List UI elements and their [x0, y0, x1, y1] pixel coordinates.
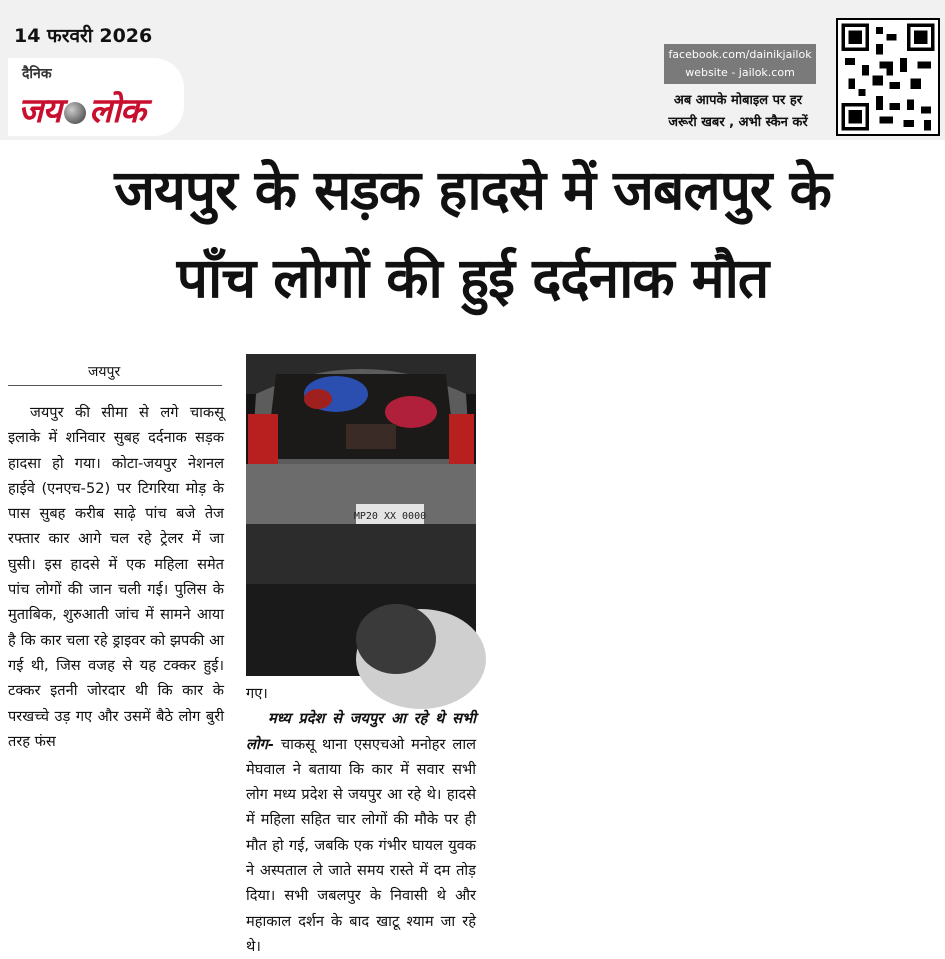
- column-1: [8, 400, 224, 754]
- logo-tagline: दैनिक: [22, 66, 52, 82]
- subheading-1: मध्य प्रदेश से जयपुर आ रहे थे सभी लोग-: [246, 710, 476, 753]
- newspaper-logo: [18, 86, 145, 132]
- headline-line-2: पाँच लोगों की हुई दर्दनाक मौत: [176, 246, 769, 310]
- paragraph-1: जयपुर की सीमा से लगे चाकसू इलाके में शनिवार सुबह दर्दनाक सड़क हादसा हो गया। कोटा-जयपुर नेशनल हाईवे (एनएच-52) पर टिगरिया मोड़ के पास सुबह करीब साढ़े पांच बजे तेज रफ्तार कार आगे चल रहे ट्रेलर में जा घुसी। इस हादसे में एक महिला समेत पांच लोगों की जान चली गई। पुलिस के मुताबिक, शुरुआती जांच में सामने आया है कि कार चला रहे ड्राइवर को झपकी आ गई थी, जिस वजह से यह टक्कर हुई। टक्कर इतनी जोरदार थी कि कार के परखच्चे उड़ गए और उसमें बैठे लोग बुरी तरह फंस: [8, 404, 224, 750]
- qr-code-icon[interactable]: [836, 18, 940, 136]
- promo-line-2: जरूरी खबर , अभी स्कैन करें: [668, 115, 808, 130]
- headline-line-1: जयपुर के सड़क हादसे में जबलपुर के: [114, 158, 831, 222]
- scan-promo: [648, 90, 828, 134]
- logo-word-right: लोक: [88, 91, 145, 131]
- globe-icon: [64, 102, 86, 124]
- issue-date: 14 फरवरी 2026: [14, 25, 153, 47]
- facebook-link[interactable]: facebook.com/dainikjailok: [668, 48, 812, 61]
- logo-word-left: जय: [18, 91, 61, 131]
- license-plate: MP20 XX 0000: [353, 511, 427, 522]
- accident-photo: [246, 354, 476, 676]
- social-box: [664, 44, 816, 84]
- dateline: जयपुर: [8, 358, 222, 386]
- promo-line-1: अब आपके मोबाइल पर हर: [673, 93, 803, 108]
- paragraph-2-text: चाकसू थाना एसएचओ मनोहर लाल मेघवाल ने बताया कि कार में सवार सभी लोग मध्य प्रदेश से जयपुर आ रहे थे। हादसे में महिला सहित चार लोगों की मौके पर ही मौत हो गई, जबकि एक गंभीर घायल युवक ने अस्पताल ले जाते समय रास्ते में दम तोड़ दिया। सभी जबलपुर के निवासी थे और महाकाल दर्शन के बाद खाटू श्याम जा रहे थे।: [246, 735, 476, 955]
- website-link[interactable]: website - jailok.com: [685, 66, 795, 79]
- paragraph-2: [246, 706, 476, 959]
- column-2: [246, 681, 476, 959]
- paragraph-1-end: गए।: [246, 685, 268, 702]
- headline: [0, 146, 945, 322]
